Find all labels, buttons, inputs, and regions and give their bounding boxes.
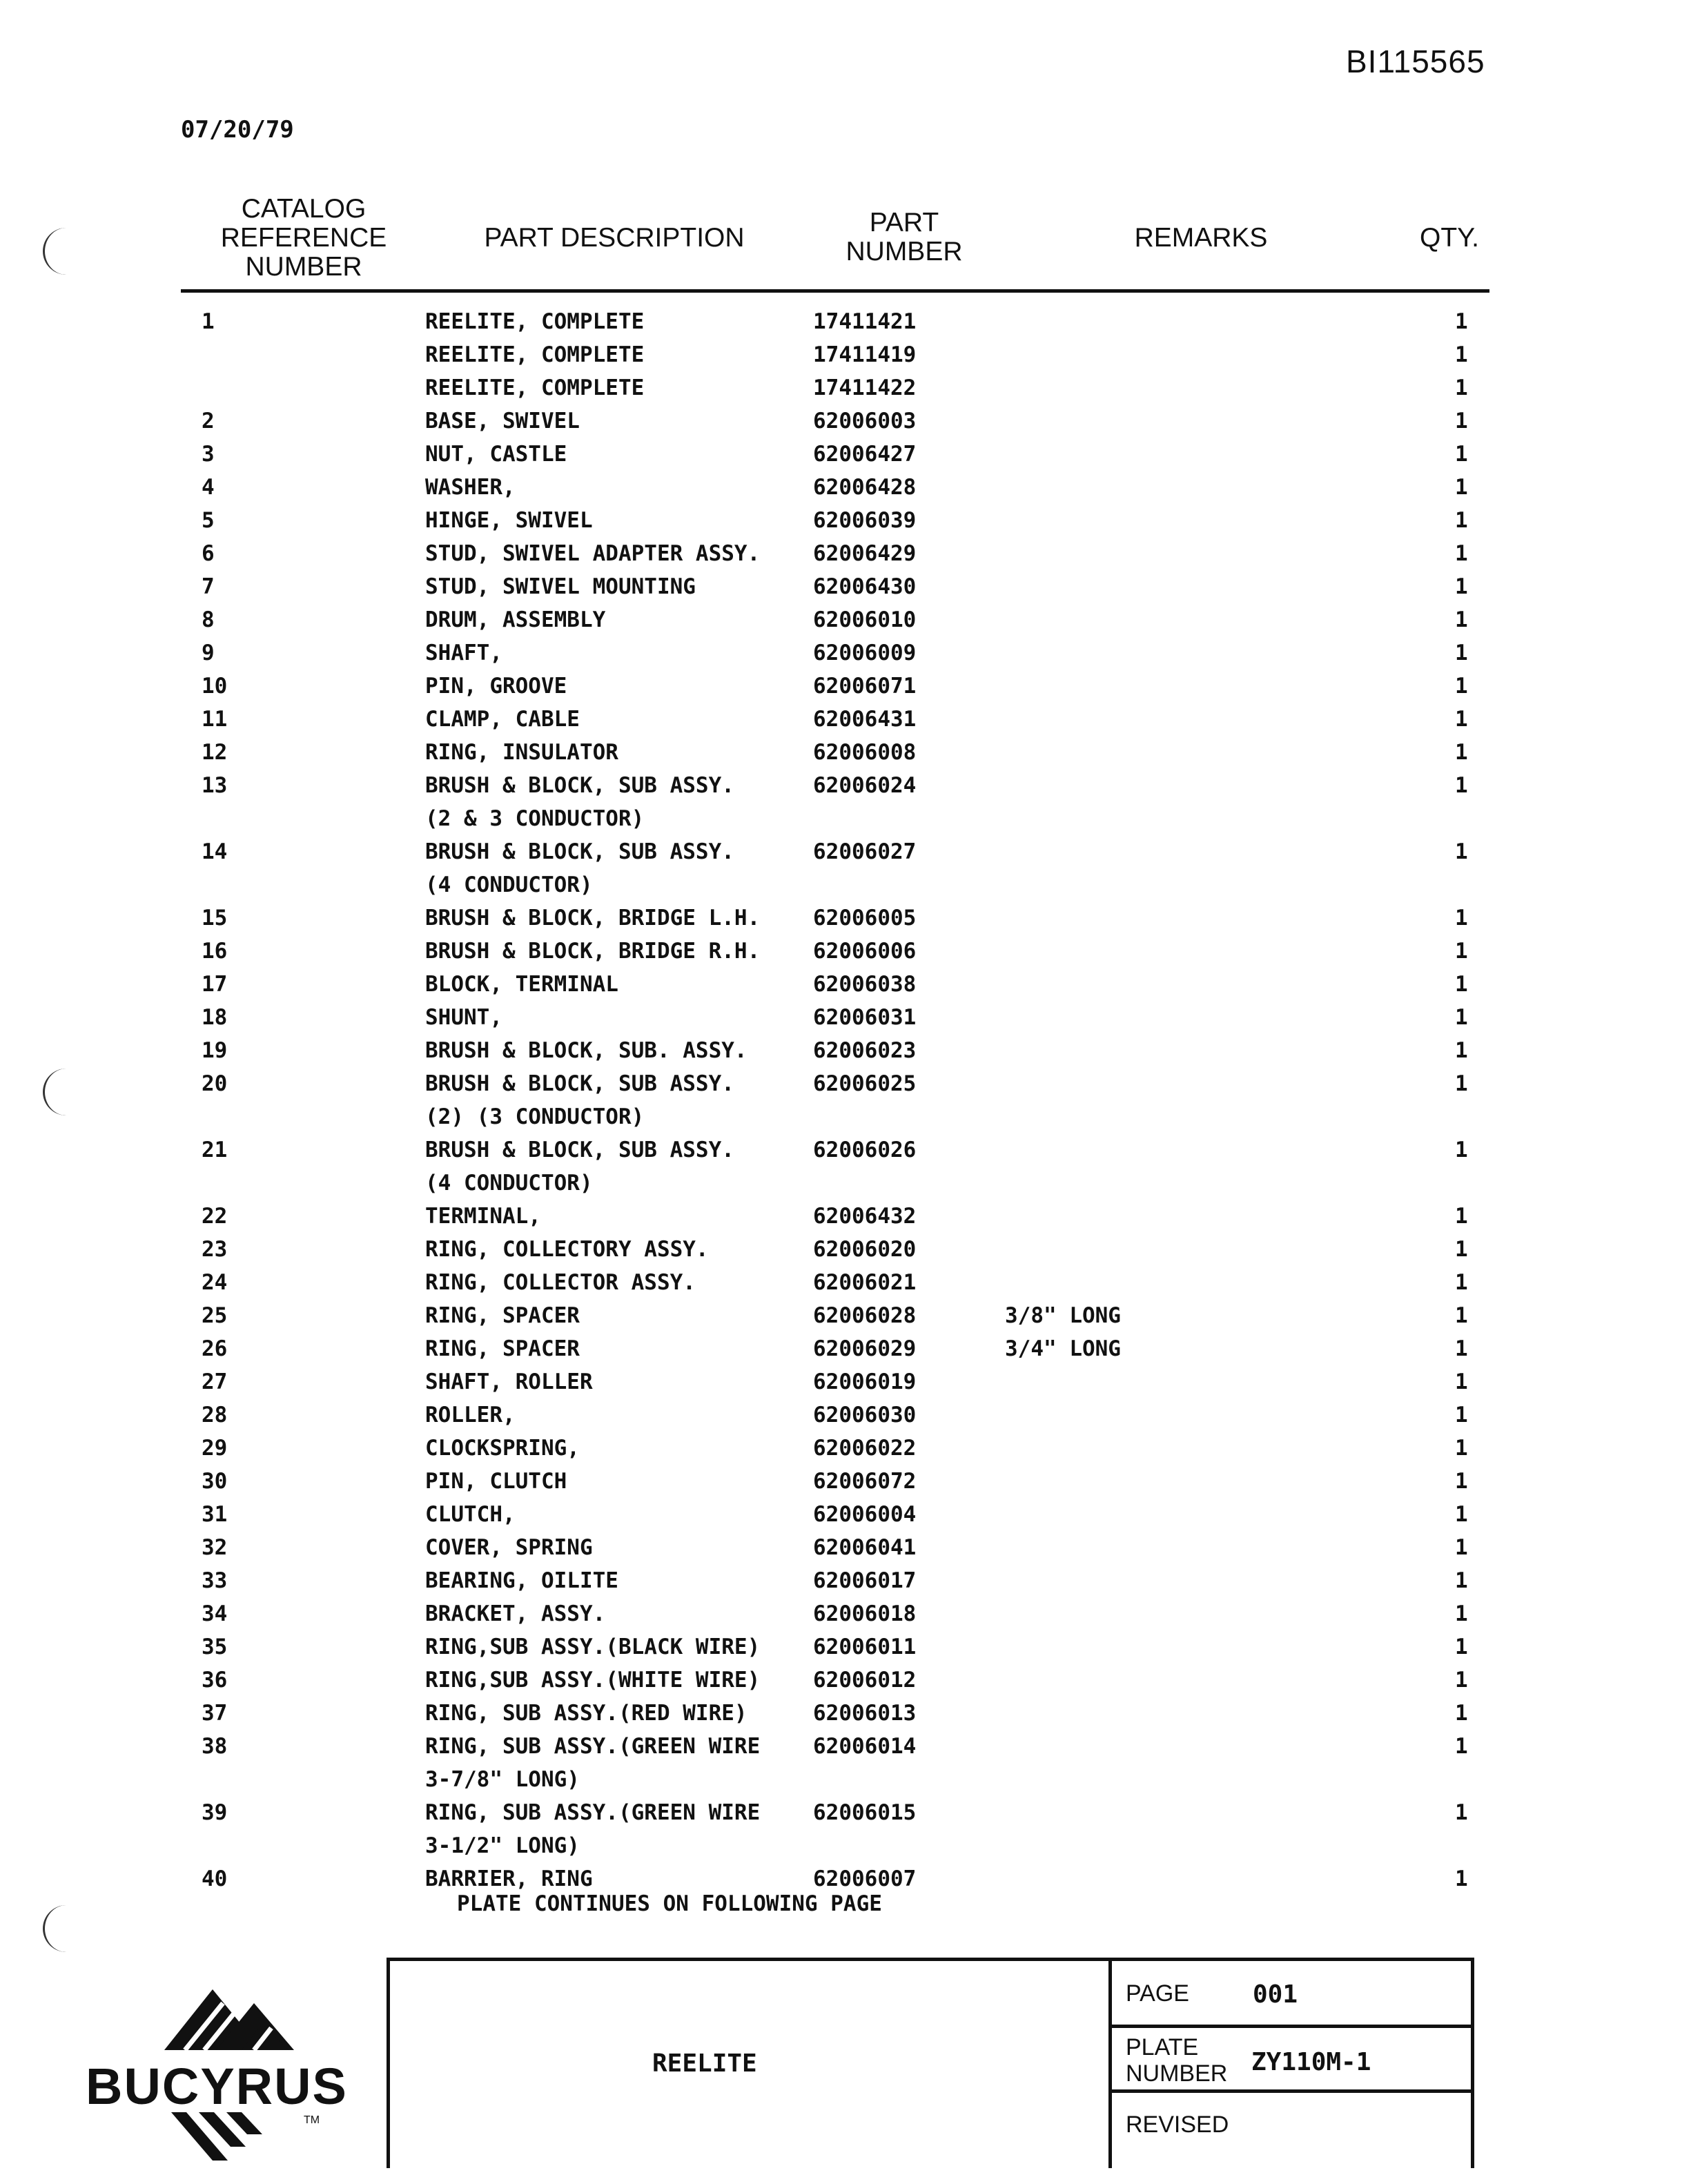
- qty-cell: 1: [1455, 1469, 1468, 1494]
- table-row: [0, 1668, 1691, 1701]
- table-row: [0, 442, 1691, 475]
- catalog-ref-cell: 24: [202, 1270, 228, 1295]
- table-row: [0, 1635, 1691, 1668]
- table-row: [0, 1767, 1691, 1800]
- description-cell: 3-7/8" LONG): [425, 1767, 580, 1792]
- part-number-cell: 62006427: [813, 442, 917, 467]
- qty-cell: 1: [1455, 541, 1468, 566]
- catalog-ref-cell: 39: [202, 1800, 228, 1825]
- qty-cell: 1: [1455, 1866, 1468, 1891]
- part-number-cell: 62006072: [813, 1469, 917, 1494]
- catalog-ref-cell: 25: [202, 1303, 228, 1328]
- catalog-ref-cell: 33: [202, 1568, 228, 1593]
- part-number-cell: 62006007: [813, 1866, 917, 1891]
- table-row: [0, 641, 1691, 674]
- table-row: [0, 1601, 1691, 1635]
- header-catalog-line: REFERENCE: [220, 223, 387, 253]
- description-cell: DRUM, ASSEMBLY: [425, 607, 606, 632]
- logo-wordmark: BUCYRUS: [86, 2058, 348, 2115]
- table-row: [0, 806, 1691, 839]
- plate-label-line: PLATE: [1126, 2034, 1199, 2060]
- title-block-rule: [1112, 2025, 1471, 2028]
- plate-label-line: NUMBER: [1126, 2060, 1228, 2087]
- table-row: [0, 1369, 1691, 1403]
- header-catalog-line: NUMBER: [245, 252, 362, 282]
- binder-hole-top: [43, 228, 68, 275]
- qty-cell: 1: [1455, 674, 1468, 699]
- description-cell: RING,SUB ASSY.(WHITE WIRE): [425, 1668, 761, 1693]
- table-row: [0, 1833, 1691, 1866]
- qty-cell: 1: [1455, 641, 1468, 665]
- description-cell: BRUSH & BLOCK, SUB ASSY.: [425, 1138, 734, 1162]
- part-number-cell: 62006012: [813, 1668, 917, 1693]
- binder-hole-bottom: [43, 1905, 68, 1952]
- part-number-cell: 62006013: [813, 1701, 917, 1726]
- page-value: 001: [1253, 1980, 1298, 2009]
- part-number-cell: 17411422: [813, 376, 917, 400]
- description-cell: (2) (3 CONDUCTOR): [425, 1104, 645, 1129]
- qty-cell: 1: [1455, 574, 1468, 599]
- catalog-ref-cell: 2: [202, 409, 215, 433]
- description-cell: (2 & 3 CONDUCTOR): [425, 806, 645, 831]
- description-cell: BRUSH & BLOCK, BRIDGE R.H.: [425, 939, 761, 964]
- qty-cell: 1: [1455, 1535, 1468, 1560]
- qty-cell: 1: [1455, 1303, 1468, 1328]
- description-cell: CLOCKSPRING,: [425, 1436, 580, 1461]
- part-number-cell: 62006004: [813, 1502, 917, 1527]
- qty-cell: 1: [1455, 1369, 1468, 1394]
- table-row: [0, 906, 1691, 939]
- catalog-ref-cell: 36: [202, 1668, 228, 1693]
- catalog-ref-cell: 40: [202, 1866, 228, 1891]
- document-date: 07/20/79: [181, 116, 294, 144]
- description-cell: REELITE, COMPLETE: [425, 309, 645, 334]
- table-row: [0, 1403, 1691, 1436]
- catalog-ref-cell: 19: [202, 1038, 228, 1063]
- plate-number-value: ZY110M-1: [1251, 2048, 1371, 2076]
- catalog-ref-cell: 9: [202, 641, 215, 665]
- qty-cell: 1: [1455, 906, 1468, 930]
- part-number-cell: 62006005: [813, 906, 917, 930]
- catalog-ref-cell: 20: [202, 1071, 228, 1096]
- catalog-ref-cell: 7: [202, 574, 215, 599]
- qty-cell: 1: [1455, 740, 1468, 765]
- catalog-ref-cell: 8: [202, 607, 215, 632]
- description-cell: COVER, SPRING: [425, 1535, 593, 1560]
- catalog-ref-cell: 16: [202, 939, 228, 964]
- description-cell: BRUSH & BLOCK, SUB ASSY.: [425, 1071, 734, 1096]
- logo-stripes-icon: [171, 2112, 262, 2161]
- catalog-ref-cell: 23: [202, 1237, 228, 1262]
- description-cell: RING, COLLECTOR ASSY.: [425, 1270, 696, 1295]
- qty-cell: 1: [1455, 1601, 1468, 1626]
- description-cell: CLUTCH,: [425, 1502, 516, 1527]
- part-number-cell: 62006028: [813, 1303, 917, 1328]
- qty-cell: 1: [1455, 939, 1468, 964]
- part-number-cell: 62006027: [813, 839, 917, 864]
- part-number-cell: 62006025: [813, 1071, 917, 1096]
- part-number-cell: 62006026: [813, 1138, 917, 1162]
- table-row: [0, 409, 1691, 442]
- table-row: [0, 1237, 1691, 1270]
- description-cell: BRUSH & BLOCK, BRIDGE L.H.: [425, 906, 761, 930]
- description-cell: STUD, SWIVEL ADAPTER ASSY.: [425, 541, 761, 566]
- description-cell: 3-1/2" LONG): [425, 1833, 580, 1858]
- catalog-ref-cell: 3: [202, 442, 215, 467]
- title-block: [387, 1958, 1474, 2168]
- plate-title: REELITE: [652, 2049, 757, 2078]
- description-cell: SHAFT, ROLLER: [425, 1369, 593, 1394]
- description-cell: PIN, GROOVE: [425, 674, 567, 699]
- description-cell: PIN, CLUTCH: [425, 1469, 567, 1494]
- logo-trademark: TM: [304, 2114, 320, 2126]
- table-row: [0, 1469, 1691, 1502]
- qty-cell: 1: [1455, 1038, 1468, 1063]
- part-number-cell: 62006428: [813, 475, 917, 500]
- qty-cell: 1: [1455, 1502, 1468, 1527]
- catalog-ref-cell: 17: [202, 972, 228, 997]
- catalog-ref-cell: 4: [202, 475, 215, 500]
- part-number-cell: 62006432: [813, 1204, 917, 1229]
- description-cell: WASHER,: [425, 475, 516, 500]
- part-number-cell: 62006011: [813, 1635, 917, 1659]
- table-row: [0, 839, 1691, 872]
- description-cell: BASE, SWIVEL: [425, 409, 580, 433]
- table-row: [0, 1436, 1691, 1469]
- part-number-cell: 62006429: [813, 541, 917, 566]
- qty-cell: 1: [1455, 1701, 1468, 1726]
- part-number-cell: 62006008: [813, 740, 917, 765]
- description-cell: RING, SPACER: [425, 1303, 580, 1328]
- part-number-cell: 62006009: [813, 641, 917, 665]
- logo-mountain-icon: [164, 1989, 294, 2050]
- description-cell: BRUSH & BLOCK, SUB ASSY.: [425, 773, 734, 798]
- catalog-ref-cell: 6: [202, 541, 215, 566]
- part-number-cell: 62006030: [813, 1403, 917, 1427]
- table-row: [0, 1270, 1691, 1303]
- qty-cell: 1: [1455, 1237, 1468, 1262]
- catalog-ref-cell: 11: [202, 707, 228, 732]
- description-cell: RING, COLLECTORY ASSY.: [425, 1237, 709, 1262]
- qty-cell: 1: [1455, 1071, 1468, 1096]
- catalog-ref-cell: 10: [202, 674, 228, 699]
- description-cell: (4 CONDUCTOR): [425, 872, 593, 897]
- header-part-number: [794, 208, 1015, 266]
- qty-cell: 1: [1455, 1734, 1468, 1759]
- description-cell: RING, SUB ASSY.(GREEN WIRE: [425, 1734, 761, 1759]
- catalog-ref-cell: 30: [202, 1469, 228, 1494]
- catalog-ref-cell: 1: [202, 309, 215, 334]
- table-row: [0, 1800, 1691, 1833]
- qty-cell: 1: [1455, 508, 1468, 533]
- qty-cell: 1: [1455, 1270, 1468, 1295]
- plate-number-label: [1126, 2034, 1227, 2087]
- table-row: [0, 541, 1691, 574]
- qty-cell: 1: [1455, 839, 1468, 864]
- catalog-ref-cell: 18: [202, 1005, 228, 1030]
- table-row: [0, 1171, 1691, 1204]
- table-row: [0, 607, 1691, 641]
- description-cell: BLOCK, TERMINAL: [425, 972, 618, 997]
- part-number-cell: 62006018: [813, 1601, 917, 1626]
- remarks-cell: 3/4" LONG: [1005, 1336, 1121, 1361]
- part-number-cell: 17411419: [813, 342, 917, 367]
- qty-cell: 1: [1455, 1336, 1468, 1361]
- catalog-ref-cell: 37: [202, 1701, 228, 1726]
- part-number-cell: 62006031: [813, 1005, 917, 1030]
- table-row: [0, 1204, 1691, 1237]
- catalog-ref-cell: 13: [202, 773, 228, 798]
- part-number-cell: 62006041: [813, 1535, 917, 1560]
- part-number-cell: 62006017: [813, 1568, 917, 1593]
- table-row: [0, 740, 1691, 773]
- table-row: [0, 1535, 1691, 1568]
- bucyrus-logo: [81, 1960, 371, 2167]
- description-cell: RING, SUB ASSY.(GREEN WIRE: [425, 1800, 761, 1825]
- qty-cell: 1: [1455, 1436, 1468, 1461]
- catalog-ref-cell: 38: [202, 1734, 228, 1759]
- table-row: [0, 773, 1691, 806]
- title-block-rule: [1112, 2089, 1471, 2093]
- table-row: [0, 939, 1691, 972]
- part-number-cell: 62006022: [813, 1436, 917, 1461]
- part-number-cell: 62006003: [813, 409, 917, 433]
- qty-cell: 1: [1455, 376, 1468, 400]
- table-row: [0, 1303, 1691, 1336]
- qty-cell: 1: [1455, 409, 1468, 433]
- header-catalog-line: CATALOG: [241, 194, 366, 224]
- catalog-ref-cell: 14: [202, 839, 228, 864]
- table-row: [0, 707, 1691, 740]
- table-row: [0, 1734, 1691, 1767]
- qty-cell: 1: [1455, 773, 1468, 798]
- qty-cell: 1: [1455, 1635, 1468, 1659]
- table-row: [0, 309, 1691, 342]
- page-label: PAGE: [1126, 1980, 1189, 2007]
- catalog-ref-cell: 12: [202, 740, 228, 765]
- catalog-ref-cell: 29: [202, 1436, 228, 1461]
- description-cell: SHUNT,: [425, 1005, 502, 1030]
- description-cell: CLAMP, CABLE: [425, 707, 580, 732]
- description-cell: STUD, SWIVEL MOUNTING: [425, 574, 696, 599]
- catalog-ref-cell: 26: [202, 1336, 228, 1361]
- qty-cell: 1: [1455, 607, 1468, 632]
- description-cell: RING, INSULATOR: [425, 740, 618, 765]
- part-number-cell: 62006038: [813, 972, 917, 997]
- part-number-cell: 62006015: [813, 1800, 917, 1825]
- description-cell: REELITE, COMPLETE: [425, 376, 645, 400]
- table-row: [0, 376, 1691, 409]
- description-cell: HINGE, SWIVEL: [425, 508, 593, 533]
- qty-cell: 1: [1455, 1204, 1468, 1229]
- part-number-cell: 62006431: [813, 707, 917, 732]
- table-row: [0, 342, 1691, 376]
- qty-cell: 1: [1455, 1800, 1468, 1825]
- table-row: [0, 508, 1691, 541]
- description-cell: RING,SUB ASSY.(BLACK WIRE): [425, 1635, 761, 1659]
- table-row: [0, 1568, 1691, 1601]
- description-cell: BRUSH & BLOCK, SUB ASSY.: [425, 839, 734, 864]
- header-remarks: REMARKS: [1134, 223, 1268, 253]
- table-row: [0, 1005, 1691, 1038]
- part-number-cell: 62006021: [813, 1270, 917, 1295]
- catalog-ref-cell: 21: [202, 1138, 228, 1162]
- description-cell: NUT, CASTLE: [425, 442, 567, 467]
- table-row: [0, 972, 1691, 1005]
- catalog-ref-cell: 15: [202, 906, 228, 930]
- part-number-cell: 62006024: [813, 773, 917, 798]
- description-cell: RING, SUB ASSY.(RED WIRE): [425, 1701, 747, 1726]
- qty-cell: 1: [1455, 475, 1468, 500]
- description-cell: (4 CONDUCTOR): [425, 1171, 593, 1196]
- qty-cell: 1: [1455, 1568, 1468, 1593]
- qty-cell: 1: [1455, 1138, 1468, 1162]
- header-rule: [181, 289, 1489, 293]
- qty-cell: 1: [1455, 707, 1468, 732]
- remarks-cell: 3/8" LONG: [1005, 1303, 1121, 1328]
- part-number-cell: 62006020: [813, 1237, 917, 1262]
- catalog-ref-cell: 31: [202, 1502, 228, 1527]
- description-cell: BARRIER, RING: [425, 1866, 593, 1891]
- table-row: [0, 1701, 1691, 1734]
- qty-cell: 1: [1455, 1005, 1468, 1030]
- part-number-cell: 62006430: [813, 574, 917, 599]
- catalog-ref-cell: 22: [202, 1204, 228, 1229]
- table-row: [0, 1038, 1691, 1071]
- catalog-ref-cell: 34: [202, 1601, 228, 1626]
- catalog-ref-cell: 32: [202, 1535, 228, 1560]
- part-number-cell: 62006014: [813, 1734, 917, 1759]
- qty-cell: 1: [1455, 342, 1468, 367]
- table-row: [0, 674, 1691, 707]
- part-number-cell: 62006071: [813, 674, 917, 699]
- description-cell: SHAFT,: [425, 641, 502, 665]
- header-part-line: NUMBER: [845, 237, 963, 266]
- part-number-cell: 62006039: [813, 508, 917, 533]
- description-cell: BRUSH & BLOCK, SUB. ASSY.: [425, 1038, 747, 1063]
- catalog-ref-cell: 35: [202, 1635, 228, 1659]
- description-cell: BRACKET, ASSY.: [425, 1601, 606, 1626]
- description-cell: BEARING, OILITE: [425, 1568, 618, 1593]
- header-qty: QTY.: [1420, 223, 1479, 253]
- part-number-cell: 62006023: [813, 1038, 917, 1063]
- description-cell: RING, SPACER: [425, 1336, 580, 1361]
- qty-cell: 1: [1455, 1668, 1468, 1693]
- table-row: [0, 574, 1691, 607]
- catalog-ref-cell: 5: [202, 508, 215, 533]
- description-cell: TERMINAL,: [425, 1204, 541, 1229]
- part-number-cell: 62006029: [813, 1336, 917, 1361]
- table-row: [0, 1104, 1691, 1138]
- description-cell: ROLLER,: [425, 1403, 516, 1427]
- table-row: [0, 1336, 1691, 1369]
- header-part-line: PART: [869, 208, 939, 237]
- header-catalog-ref: [186, 195, 421, 282]
- continuation-note: PLATE CONTINUES ON FOLLOWING PAGE: [457, 1891, 882, 1916]
- part-number-cell: 62006006: [813, 939, 917, 964]
- part-number-cell: 62006019: [813, 1369, 917, 1394]
- qty-cell: 1: [1455, 309, 1468, 334]
- description-cell: REELITE, COMPLETE: [425, 342, 645, 367]
- header-part-description: PART DESCRIPTION: [484, 223, 745, 253]
- catalog-ref-cell: 28: [202, 1403, 228, 1427]
- table-row: [0, 1502, 1691, 1535]
- table-row: [0, 872, 1691, 906]
- parts-table: [0, 309, 1691, 1900]
- catalog-ref-cell: 27: [202, 1369, 228, 1394]
- qty-cell: 1: [1455, 972, 1468, 997]
- revised-label: REVISED: [1126, 2112, 1229, 2138]
- document-id: BI115565: [1346, 43, 1485, 79]
- table-row: [0, 475, 1691, 508]
- title-block-divider: [1108, 1961, 1112, 2168]
- part-number-cell: 17411421: [813, 309, 917, 334]
- qty-cell: 1: [1455, 1403, 1468, 1427]
- table-row: [0, 1138, 1691, 1171]
- table-row: [0, 1071, 1691, 1104]
- part-number-cell: 62006010: [813, 607, 917, 632]
- qty-cell: 1: [1455, 442, 1468, 467]
